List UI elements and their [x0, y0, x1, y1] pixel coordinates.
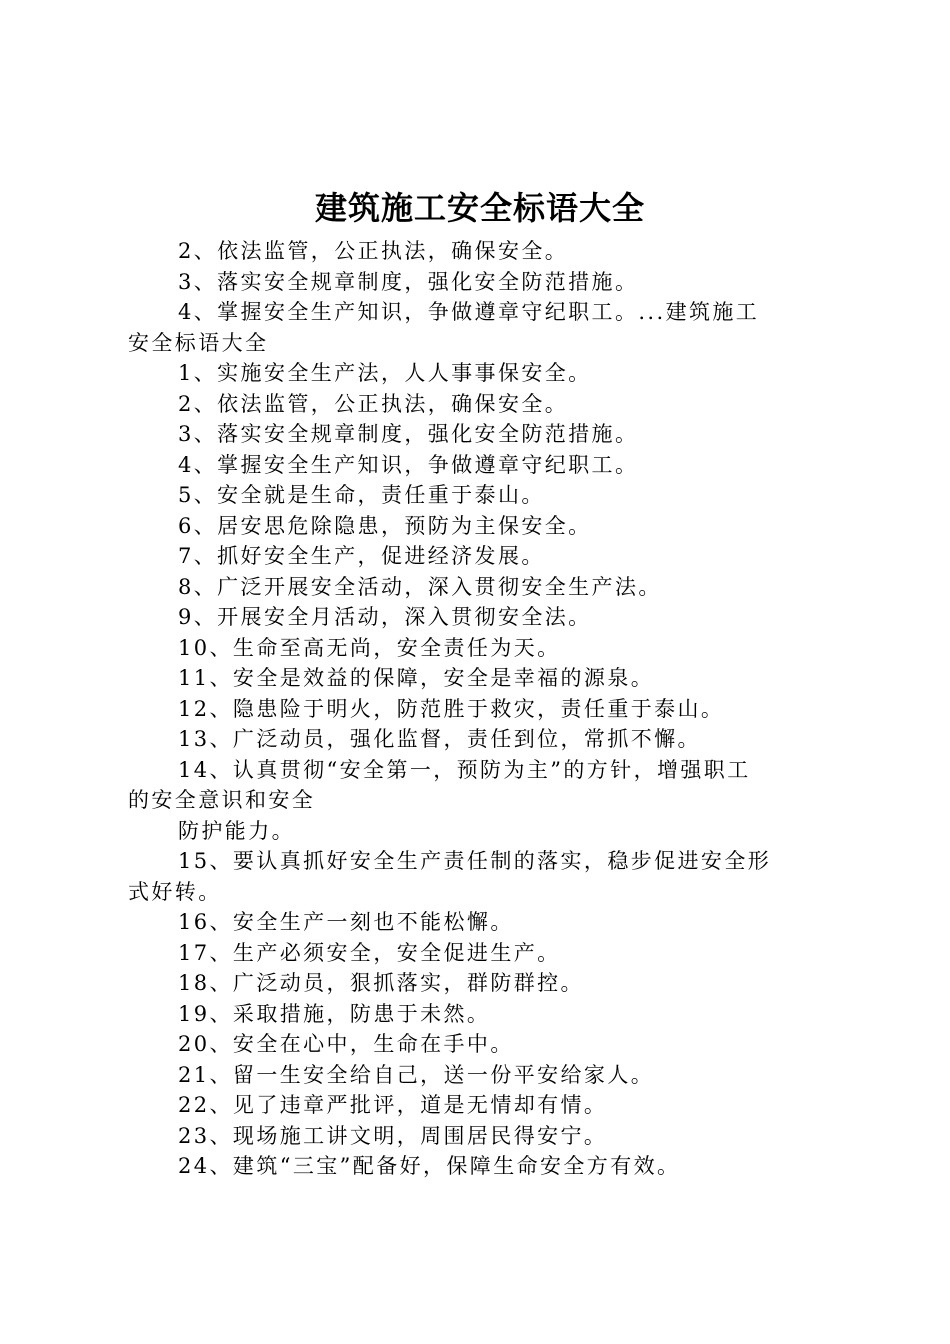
document-title: 建筑施工安全标语大全: [314, 189, 645, 227]
body-line: 安全标语大全: [128, 330, 269, 355]
body-line: 4、掌握安全生产知识，争做遵章守纪职工。: [178, 452, 639, 477]
body-line: 3、落实安全规章制度，强化安全防范措施。: [178, 422, 639, 446]
body-line: 15、要认真抓好安全生产责任制的落实，稳步促进安全形: [178, 849, 772, 873]
body-line: 5、安全就是生命，责任重于泰山。: [178, 483, 545, 507]
body-line: 9、开展安全月活动，深入贯彻安全法。: [178, 605, 592, 629]
body-line: 的安全意识和安全: [128, 788, 316, 812]
body-line: 20、安全在心中，生命在手中。: [178, 1032, 514, 1056]
body-line: 防护能力。: [178, 818, 295, 843]
body-line: 2、依法监管，公正执法，确保安全。: [178, 239, 569, 263]
document-body: [128, 236, 834, 1182]
body-line: 17、生产必须安全，安全促进生产。: [178, 940, 561, 965]
body-line: 12、隐患险于明火，防范胜于救灾，责任重于泰山。: [178, 696, 725, 721]
body-line: 14、认真贯彻“安全第一，预防为主”的方针，增强职工: [178, 757, 751, 782]
body-line: 10、生命至高无尚，安全责任为天。: [178, 635, 561, 660]
body-line: 6、居安思危除隐患，预防为主保安全。: [178, 513, 592, 538]
body-line: 8、广泛开展安全活动，深入贯彻安全生产法。: [178, 574, 662, 599]
body-line: 19、采取措施，防患于未然。: [178, 1001, 491, 1026]
body-line: 2、依法监管，公正执法，确保安全。: [178, 391, 569, 416]
body-line: 4、掌握安全生产知识，争做遵章守纪职工。...建筑施工: [178, 300, 760, 324]
body-line: 13、广泛动员，强化监督，责任到位，常抓不懈。: [178, 727, 701, 751]
body-line: 23、现场施工讲文明，周围居民得安宁。: [178, 1123, 608, 1148]
body-line: 1、实施安全生产法，人人事事保安全。: [178, 361, 592, 385]
body-line: 21、留一生安全给自己，送一份平安给家人。: [178, 1062, 655, 1087]
body-line: 7、抓好安全生产，促进经济发展。: [178, 544, 545, 568]
body-line: 11、安全是效益的保障，安全是幸福的源泉。: [178, 666, 655, 690]
body-line: 3、落实安全规章制度，强化安全防范措施。: [178, 269, 639, 294]
body-line: 式好转。: [128, 879, 222, 904]
body-line: 18、广泛动员，狠抓落实，群防群控。: [178, 971, 584, 995]
body-line: 22、见了违章严批评，道是无情却有情。: [178, 1093, 608, 1117]
body-line: 24、建筑“三宝”配备好，保障生命安全方有效。: [178, 1154, 681, 1178]
body-line: 16、安全生产一刻也不能松懈。: [178, 910, 514, 934]
